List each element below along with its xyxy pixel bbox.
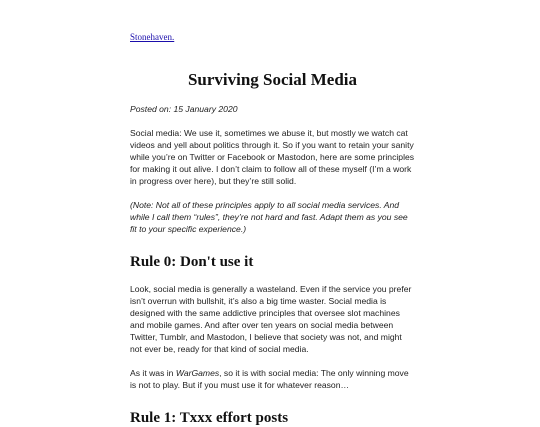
- text-line: isn’t overrun with bullshit, it’s also a big time waster. Social media is: [130, 296, 387, 306]
- text-line: while I call them “rules”, they’re not hard and fast. Adapt them as you see: [130, 212, 408, 222]
- text-line: and mobile games. And after over ten years on social media between: [130, 320, 394, 330]
- rule-0-paragraph: [130, 283, 415, 355]
- text-line: in progress over here), but they’re still solid.: [130, 176, 297, 186]
- site-home-link[interactable]: Stonehaven.: [130, 32, 175, 42]
- section-heading-rule-1: Rule 1: Txxx effort posts: [130, 410, 289, 426]
- text-fragment: As it was in: [130, 368, 176, 378]
- text-line: videos and yell about politics through it. So if you want to retain your sanity: [130, 140, 414, 150]
- text-line: Look, social media is generally a wasteland. Even if the service you prefer: [130, 284, 412, 294]
- page-title: Surviving Social Media: [187, 70, 358, 89]
- text-line: not ever be, ready for that kind of social media.: [130, 344, 309, 354]
- text-line: Social media: We use it, sometimes we abuse it, but mostly we watch cat: [130, 128, 408, 138]
- text-line: designed with the same addictive principles that oversee slot machines: [130, 308, 400, 318]
- wargames-paragraph: [130, 367, 415, 391]
- text-fragment: , so it is with social media: The only winning move: [219, 368, 409, 378]
- text-line: [130, 367, 415, 379]
- text-line: for making it out alive. I don’t claim to follow all of these myself (I’m a work: [130, 164, 412, 174]
- text-line: Twitter, Tumblr, and Mastodon, I believe that society was not, and might: [130, 332, 402, 342]
- section-heading-rule-0: Rule 0: Don't use it: [130, 254, 254, 270]
- text-line: fit to your specific experience.): [130, 224, 247, 234]
- text-line: is not to play. But if you must use it for whatever reason…: [130, 380, 350, 390]
- article-content: [130, 27, 415, 427]
- wargames-title: WarGames: [175, 368, 220, 378]
- text-line: (Note: Not all of these principles apply to all social media services. And: [130, 200, 400, 210]
- intro-paragraph: [130, 127, 415, 187]
- post-date: Posted on: 15 January 2020: [130, 104, 238, 114]
- text-line: while you’re on Twitter or Facebook or Mastodon, here are some principles: [130, 152, 415, 162]
- note-paragraph: [130, 199, 415, 235]
